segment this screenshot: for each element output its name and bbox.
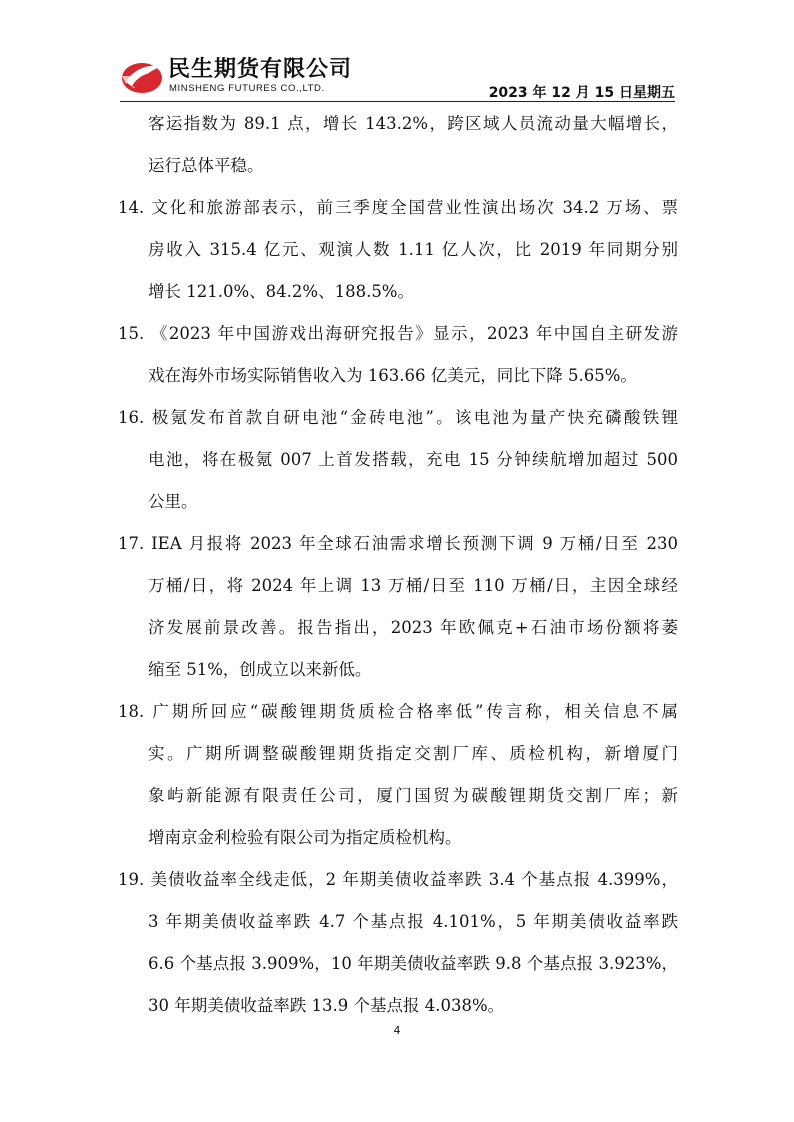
paragraph-line: 17. IEA 月报将 2023 年全球石油需求增长预测下调 9 万桶/日至 230 <box>118 534 678 553</box>
company-name-en: MINSHENG FUTURES CO.,LTD. <box>169 83 325 94</box>
paragraph-line: 16. 极氪发布首款自研电池“金砖电池”。该电池为量产快充磷酸铁锂 <box>118 408 678 427</box>
paragraph-line: 戏在海外市场实际销售收入为 163.66 亿美元，同比下降 5.65%。 <box>148 366 637 385</box>
paragraph-line: 增南京金利检验有限公司为指定质检机构。 <box>148 828 462 847</box>
paragraph-line: 14. 文化和旅游部表示，前三季度全国营业性演出场次 34.2 万场、票 <box>118 198 678 217</box>
news-item <box>118 397 678 523</box>
paragraph-line: 3 年期美债收益率跌 4.7 个基点报 4.101%，5 年期美债收益率跌 <box>148 912 678 931</box>
paragraph-line: 30 年期美债收益率跌 13.9 个基点报 4.038%。 <box>148 996 505 1015</box>
paragraph-line: 增长 121.0%、84.2%、188.5%。 <box>148 282 414 301</box>
news-item <box>118 103 678 187</box>
paragraph-line: 客运指数为 89.1 点，增长 143.2%，跨区域人员流动量大幅增长， <box>148 114 678 133</box>
paragraph-line: 18. 广期所回应“碳酸锂期货质检合格率低”传言称，相关信息不属 <box>118 702 678 721</box>
page-number: 4 <box>393 1024 401 1037</box>
paragraph-line: 房收入 315.4 亿元、观演人数 1.11 亿人次，比 2019 年同期分别 <box>148 240 678 259</box>
paragraph-line: 万桶/日，将 2024 年上调 13 万桶/日至 110 万桶/日，主因全球经 <box>148 576 678 595</box>
paragraph-line: 公里。 <box>148 492 198 511</box>
paragraph-line: 15. 《2023 年中国游戏出海研究报告》显示，2023 年中国自主研发游 <box>118 324 678 343</box>
news-item <box>118 859 678 1027</box>
page-header <box>120 52 675 102</box>
header-divider <box>120 101 675 102</box>
minsheng-logo-icon <box>120 54 164 98</box>
paragraph-line: 电池，将在极氪 007 上首发搭载，充电 15 分钟续航增加超过 500 <box>148 450 678 469</box>
paragraph-line: 运行总体平稳。 <box>148 156 264 175</box>
paragraph-line: 19. 美债收益率全线走低，2 年期美债收益率跌 3.4 个基点报 4.399%， <box>118 870 678 889</box>
report-date: 2023 年 12 月 15 日星期五 <box>488 85 675 101</box>
paragraph-line: 济发展前景改善。报告指出，2023 年欧佩克+石油市场份额将萎 <box>148 618 678 637</box>
paragraph-line: 6.6 个基点报 3.909%，10 年期美债收益率跌 9.8 个基点报 3.923%， <box>148 954 678 973</box>
paragraph-line: 象屿新能源有限责任公司，厦门国贸为碳酸锂期货交割厂库；新 <box>148 786 678 805</box>
paragraph-line: 实。广期所调整碳酸锂期货指定交割厂库、质检机构，新增厦门 <box>148 744 678 763</box>
news-item <box>118 313 678 397</box>
news-item <box>118 523 678 691</box>
news-item <box>118 187 678 313</box>
company-logo <box>120 52 370 100</box>
news-list <box>118 103 678 1027</box>
company-name-cn: 民生期货有限公司 <box>168 57 353 82</box>
paragraph-line: 缩至 51%，创成立以来新低。 <box>148 660 372 679</box>
news-item <box>118 691 678 859</box>
